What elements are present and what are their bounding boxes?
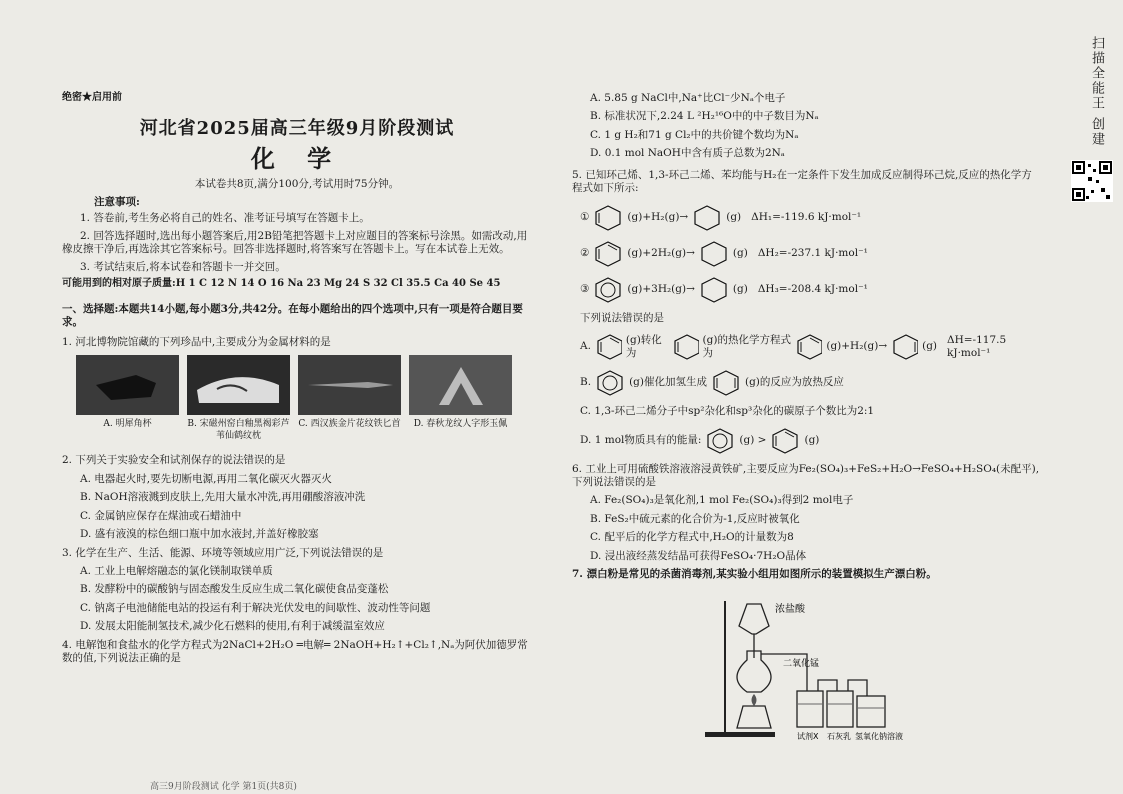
cyclohexane-icon [692, 204, 722, 232]
cyclohexadiene-icon [711, 369, 741, 397]
option: B. 发酵粉中的碳酸钠与固态酸发生反应生成二氧化碳使食品变蓬松 [80, 583, 389, 596]
eq-number: ① [580, 210, 590, 223]
equation-1 [580, 204, 1042, 232]
cyclohexane-icon [699, 276, 729, 304]
option: B. NaOH溶液溅到皮肤上,先用大量水冲洗,再用硼酸溶液冲洗 [80, 491, 366, 504]
eq-middle: (g)+2H₂(g)→ [627, 246, 695, 259]
enthalpy: ΔH₂=-237.1 kJ·mol⁻¹ [757, 246, 868, 259]
option-text: A. [580, 340, 591, 353]
beaker-naoh-icon [857, 696, 885, 727]
notice-title: 注意事项: [94, 195, 140, 208]
option: A. 5.85 g NaCl中,Na⁺比Cl⁻少Nₐ个电子 [590, 92, 786, 104]
option: A. 电器起火时,要先切断电源,再用二氧化碳灭火器灭火 [80, 472, 332, 485]
exam-title: 河北省2025届高三年级9月阶段测试 [139, 117, 455, 139]
benzene-icon [595, 369, 625, 397]
page-footer: 高三9月阶段测试 化学 第1页(共8页) [150, 782, 297, 792]
option: C. 钠离子电池储能电站的投运有利于解决光伏发电的间歇性、波动性等问题 [80, 601, 431, 614]
eq-end: (g) [732, 282, 748, 295]
option-c: C. 1,3-环己二烯分子中sp²杂化和sp³杂化的碳原子个数比为2:1 [580, 405, 875, 418]
rhino-cup-image [76, 355, 179, 415]
option-text: (g) [804, 433, 820, 446]
burner-icon [737, 694, 771, 728]
enthalpy: ΔH₃=-208.4 kJ·mol⁻¹ [757, 282, 868, 295]
caption-d: D. 春秋龙纹人字形玉佩 [413, 419, 508, 430]
question-5: 5. 已知环己烯、1,3-环己二烯、苯均能与H₂在一定条件下发生加成反应制得环己烷,反应的热化学方程式如下所示: [572, 168, 1032, 195]
option: D. 盛有液溴的棕色细口瓶中加水液封,并盖好橡胶塞 [80, 528, 319, 541]
bottle-x-icon [797, 691, 823, 727]
eq-middle: (g)+3H₂(g)→ [627, 282, 695, 295]
option: C. 1 g H₂和71 g Cl₂中的共价键个数均为Nₐ [590, 128, 799, 141]
equation-2 [580, 240, 1042, 268]
artifact-captions [76, 419, 532, 442]
option-text: (g)转化为 [625, 333, 662, 360]
cyclohexadiene-icon [593, 240, 623, 268]
jade-pendant-icon [409, 355, 512, 415]
pillow-icon [187, 355, 290, 415]
qr-code-icon [1071, 160, 1113, 202]
option-text: (g) > [739, 433, 767, 446]
dagger-icon [298, 355, 401, 415]
option: C. 金属钠应保存在煤油或石蜡油中 [80, 509, 242, 522]
notice-item: 2. 回答选择题时,选出每小题答案后,用2B铅笔把答题卡上对应题目的答案标号涂黑。如需改动,用橡皮擦干净后,再选涂其它答案标号。回答非选择题时,将答案写在答题卡上。写在本试卷上无效。 [62, 229, 528, 256]
cyclohexadiene-icon [795, 333, 822, 361]
option-text: (g)+H₂(g)→ [826, 340, 888, 353]
right-column [572, 92, 1042, 582]
cyclohexene-icon [891, 333, 918, 361]
option: D. 0.1 mol NaOH中含有质子总数为2Nₐ [590, 147, 785, 160]
option-text: B. [580, 376, 592, 389]
caption-c: C. 西汉族金片花纹铁匕首 [298, 419, 401, 430]
option-text: (g) [922, 340, 938, 353]
separatory-funnel-icon [739, 604, 769, 658]
dagger-image [298, 355, 401, 415]
option-b [580, 369, 1042, 397]
cyclohexadiene-icon [770, 427, 800, 455]
label-mno2: 二氧化锰 [783, 659, 820, 669]
option-text: D. 1 mol物质具有的能量: [580, 433, 702, 446]
benzene-icon [705, 427, 735, 455]
option: A. Fe₂(SO₄)₃是氧化剂,1 mol Fe₂(SO₄)₃得到2 mol电子 [590, 494, 854, 507]
eq-number: ③ [580, 282, 590, 295]
section-heading: 一、选择题:本题共14小题,每小题3分,共42分。在每小题给出的四个选项中,只有一项是符合题目要求。 [62, 302, 523, 329]
notice-item: 1. 答卷前,考生务必将自己的姓名、准考证号填写在答题卡上。 [80, 212, 370, 225]
rhino-cup-icon [76, 355, 179, 415]
label-lime: 石灰乳 [827, 732, 851, 741]
exam-subject: 化 学 [250, 143, 344, 173]
enthalpy: ΔH=-117.5 kJ·mol⁻¹ [947, 333, 1007, 360]
secret-label: 绝密★启用前 [62, 92, 122, 103]
eq-end: (g) [732, 246, 748, 259]
option-text: (g)催化加氢生成 [629, 376, 707, 389]
option-d [580, 427, 1042, 455]
scanner-watermark: 扫描全能王 创建 [1089, 36, 1104, 148]
cyclohexene-icon [593, 204, 623, 232]
exam-info: 本试卷共8页,满分100分,考试用时75分钟。 [194, 177, 400, 190]
pillow-image [187, 355, 290, 415]
qr-code [1071, 160, 1113, 202]
question-4: 4. 电解饱和食盐水的化学方程式为2NaCl+2H₂O ═电解═ 2NaOH+H₂↑+Cl₂↑,Nₐ为阿伏加德罗常数的值,下列说法正确的是 [62, 638, 528, 665]
apparatus-diagram [575, 596, 905, 741]
question-2: 2. 下列关于实验安全和试剂保存的说法错误的是 [62, 454, 286, 467]
question-7: 7. 漂白粉是常见的杀菌消毒剂,某实验小组用如图所示的装置模拟生产漂白粉。 [572, 568, 937, 581]
label-x: 试剂X [797, 732, 819, 741]
benzene-icon [593, 276, 623, 304]
equation-3 [580, 276, 1042, 304]
eq-middle: (g)+H₂(g)→ [627, 210, 689, 223]
artifact-images [76, 355, 532, 415]
option: D. 浸出液经蒸发结晶可获得FeSO₄·7H₂O晶体 [590, 549, 807, 562]
eq-number: ② [580, 246, 590, 259]
caption-a: A. 明犀角杯 [103, 419, 152, 430]
notice-item: 3. 考试结束后,将本试卷和答题卡一并交回。 [80, 260, 286, 273]
question-3: 3. 化学在生产、生活、能源、环境等领域应用广泛,下列说法错误的是 [62, 546, 384, 559]
option: D. 发展太阳能制氢技术,减少化石燃料的使用,有利于减缓温室效应 [80, 620, 385, 633]
atomic-masses: 可能用到的相对原子质量:H 1 C 12 N 14 O 16 Na 23 Mg 24 S 32 Cl 35.5 Ca 40 Se 45 [62, 278, 501, 290]
option-a [580, 333, 1042, 361]
bottle-lime-icon [827, 691, 853, 727]
option-text: (g)的反应为放热反应 [744, 376, 844, 389]
cyclohexene-icon [672, 333, 699, 361]
label-naoh: 氢氧化钠溶液 [855, 732, 903, 741]
option-text: (g)的热化学方程式为 [702, 333, 791, 360]
option: B. FeS₂中硫元素的化合价为-1,反应时被氧化 [590, 512, 800, 525]
apparatus-figure [575, 596, 905, 741]
enthalpy: ΔH₁=-119.6 kJ·mol⁻¹ [751, 210, 862, 223]
label-acid: 浓盐酸 [775, 604, 805, 615]
eq-end: (g) [726, 210, 742, 223]
question-6: 6. 工业上可用硫酸铁溶液溶浸黄铁矿,主要反应为Fe₂(SO₄)₃+FeS₂+H₂O→FeSO₄+H₂SO₄(未配平),下列说法错误的是 [572, 462, 1040, 488]
caption-b: B. 宋磁州窑白釉黑褐彩芦苇仙鹤纹枕 [187, 419, 290, 441]
option: B. 标准状况下,2.24 L ²H₂¹⁶O中的中子数目为Nₐ [590, 110, 819, 123]
option: C. 配平后的化学方程式中,H₂O的计量数为8 [590, 531, 794, 544]
left-column [62, 92, 532, 666]
question-1: 1. 河北博物院馆藏的下列珍品中,主要成分为金属材料的是 [62, 335, 331, 348]
option: A. 工业上电解熔融态的氯化镁制取镁单质 [80, 564, 273, 577]
cyclohexadiene-icon [595, 333, 622, 361]
question-5-ask: 下列说法错误的是 [580, 311, 664, 324]
jade-pendant-image [409, 355, 512, 415]
cyclohexane-icon [699, 240, 729, 268]
